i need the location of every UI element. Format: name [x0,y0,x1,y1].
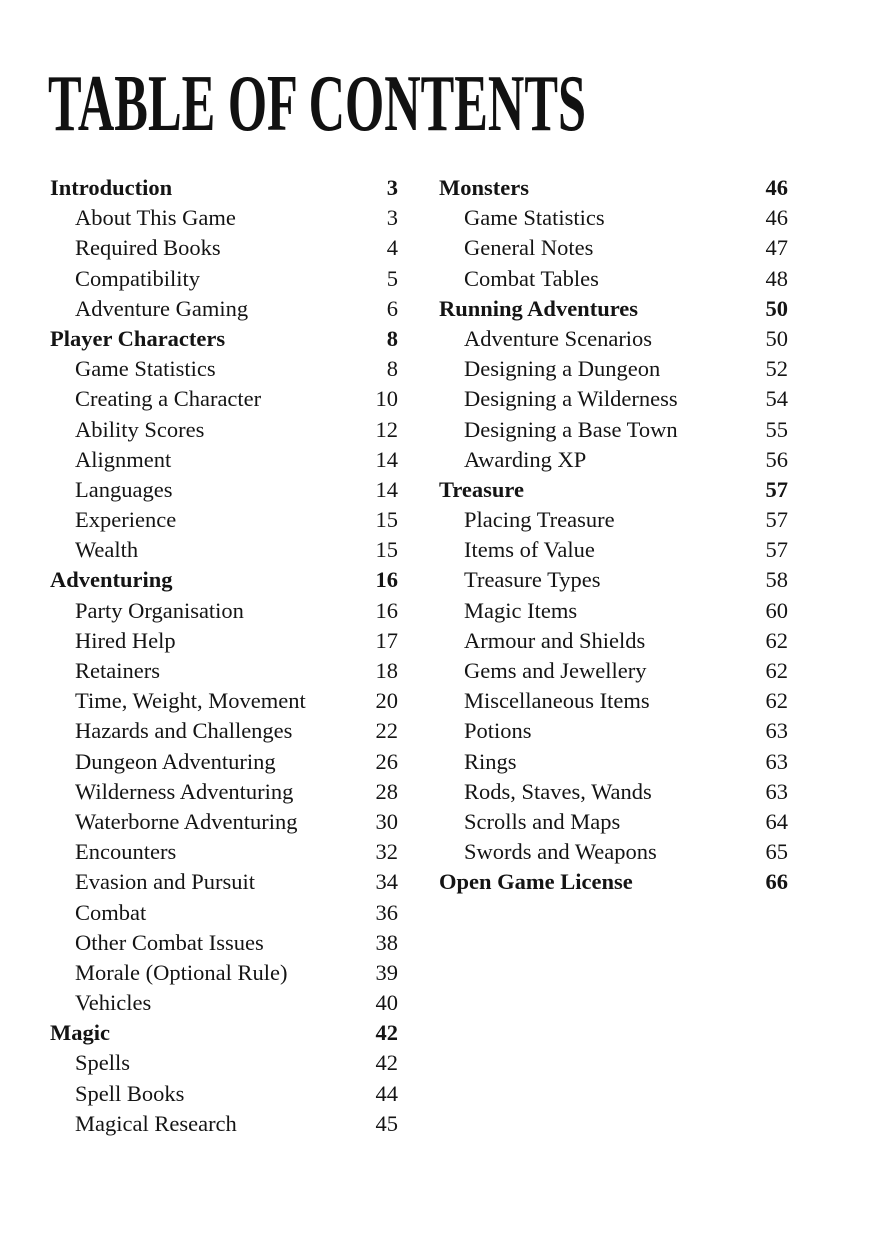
toc-entry-page-number: 60 [765,597,788,623]
toc-entry-title: Waterborne Adventuring [75,808,298,834]
toc-entry-title: Alignment [75,446,172,472]
toc-entry-title: Wilderness Adventuring [75,778,294,804]
toc-entry-title: Miscellaneous Items [464,688,650,714]
toc-entry-page-number: 52 [765,356,788,382]
toc-entry-page-number: 39 [375,959,398,985]
toc-subsection-entry [50,1079,398,1109]
toc-entry-page-number: 47 [765,235,788,261]
toc-entry-page-number: 54 [765,386,788,412]
toc-subsection-entry [50,596,398,626]
toc-entry-page-number: 57 [765,507,788,533]
toc-entry-title: Player Characters [50,325,226,351]
toc-entry-title: Armour and Shields [464,627,646,653]
toc-entry-title: Designing a Base Town [464,416,678,442]
toc-entry-page-number: 57 [765,537,788,563]
toc-entry-title: Placing Treasure [464,507,615,533]
toc-entry-page-number: 63 [765,748,788,774]
toc-entry-page-number: 22 [375,718,398,744]
toc-entry-title: Adventuring [50,567,173,593]
toc-entry-page-number: 16 [375,597,398,623]
toc-subsection-entry [50,475,398,505]
toc-entry-title: Languages [75,476,173,502]
toc-subsection-entry [50,807,398,837]
toc-subsection-entry [50,686,398,716]
toc-subsection-entry [439,384,788,414]
toc-entry-page-number: 3 [386,205,398,231]
toc-section-entry [439,173,788,203]
toc-subsection-entry [50,656,398,686]
page-title [48,58,588,148]
toc-subsection-entry [439,505,788,535]
toc-subsection-entry [50,716,398,746]
toc-entry-title: Monsters [439,175,529,200]
toc-subsection-entry [50,203,398,233]
toc-entry-page-number: 36 [375,899,398,925]
toc-subsection-entry [439,656,788,686]
toc-entry-page-number: 62 [765,658,788,683]
toc-entry-page-number: 58 [765,567,788,593]
toc-column-right [439,173,788,898]
toc-entry-page-number: 48 [765,265,788,291]
toc-section-entry [439,867,788,897]
toc-subsection-entry [50,264,398,294]
toc-subsection-entry [439,233,788,263]
toc-entry-title: Magic Items [464,597,578,623]
toc-subsection-entry [50,928,398,958]
toc-entry-page-number: 65 [765,839,788,865]
toc-subsection-entry [439,445,788,475]
toc-subsection-entry [439,565,788,595]
toc-entry-page-number: 64 [765,808,788,834]
toc-subsection-entry [439,747,788,777]
toc-entry-title: Swords and Weapons [464,839,657,865]
toc-subsection-entry [50,354,398,384]
toc-subsection-entry [50,626,398,656]
toc-subsection-entry [439,354,788,384]
toc-entry-title: Hired Help [75,627,176,653]
toc-entry-page-number: 18 [375,658,398,683]
toc-entry-page-number: 4 [386,235,398,261]
toc-entry-title: Introduction [50,175,173,200]
toc-column-left [50,173,398,1139]
toc-entry-title: Dungeon Adventuring [75,748,276,774]
toc-subsection-entry [439,415,788,445]
toc-entry-page-number: 28 [375,778,398,804]
toc-entry-title: Adventure Scenarios [464,325,653,351]
toc-entry-title: Magic [50,1020,110,1046]
toc-subsection-entry [439,535,788,565]
toc-entry-title: Morale (Optional Rule) [75,959,288,985]
toc-entry-page-number: 63 [765,778,788,804]
toc-entry-page-number: 50 [765,295,788,321]
toc-entry-title: Encounters [75,839,177,865]
toc-entry-page-number: 15 [375,507,398,533]
toc-subsection-entry [439,596,788,626]
toc-subsection-entry [50,294,398,324]
toc-section-entry [50,324,398,354]
toc-entry-title: Items of Value [464,537,595,563]
toc-subsection-entry [439,837,788,867]
toc-subsection-entry [50,747,398,777]
toc-subsection-entry [439,807,788,837]
toc-subsection-entry [50,505,398,535]
toc-subsection-entry [50,535,398,565]
toc-subsection-entry [50,384,398,414]
toc-entry-page-number: 66 [765,869,788,895]
toc-entry-title: Other Combat Issues [75,929,264,955]
toc-entry-page-number: 26 [375,748,398,774]
toc-entry-title: Rods, Staves, Wands [464,778,652,804]
toc-subsection-entry [439,716,788,746]
toc-section-entry [50,1018,398,1048]
toc-entry-page-number: 16 [375,567,398,593]
toc-entry-page-number: 14 [375,446,398,472]
toc-entry-title: Awarding XP [464,446,587,472]
toc-entry-title: Adventure Gaming [75,295,249,321]
toc-entry-title: Running Adventures [439,295,639,321]
toc-subsection-entry [50,988,398,1018]
toc-entry-page-number: 57 [765,476,788,502]
toc-entry-page-number: 8 [386,325,398,351]
toc-entry-title: Spell Books [75,1080,185,1106]
toc-section-entry [439,294,788,324]
toc-entry-page-number: 62 [765,627,788,653]
toc-entry-page-number: 38 [375,929,398,955]
toc-entry-page-number: 3 [386,175,398,200]
toc-entry-page-number: 12 [375,416,398,442]
toc-entry-title: Spells [75,1050,131,1076]
toc-subsection-entry [439,777,788,807]
toc-subsection-entry [439,626,788,656]
toc-subsection-entry [50,867,398,897]
toc-entry-title: Scrolls and Maps [464,808,621,834]
toc-entry-page-number: 5 [386,265,398,291]
toc-subsection-entry [439,686,788,716]
toc-entry-title: Designing a Dungeon [464,356,661,382]
toc-entry-title: About This Game [75,205,236,231]
toc-entry-page-number: 32 [375,839,398,865]
toc-entry-title: Combat Tables [464,265,599,291]
toc-entry-page-number: 50 [765,325,788,351]
toc-entry-page-number: 44 [375,1080,398,1106]
toc-subsection-entry [50,415,398,445]
toc-entry-page-number: 42 [375,1050,398,1076]
toc-entry-page-number: 34 [375,869,398,895]
toc-subsection-entry [439,264,788,294]
toc-entry-title: Potions [464,718,532,744]
toc-entry-page-number: 6 [386,295,398,321]
toc-entry-title: Evasion and Pursuit [75,869,255,895]
toc-entry-page-number: 46 [765,205,788,231]
toc-entry-title: Wealth [75,537,139,563]
toc-entry-page-number: 55 [765,416,788,442]
toc-subsection-entry [50,1048,398,1078]
toc-entry-page-number: 15 [375,537,398,563]
toc-entry-title: Open Game License [439,869,633,895]
toc-section-entry [439,475,788,505]
toc-subsection-entry [50,837,398,867]
toc-entry-title: Time, Weight, Movement [75,688,306,714]
toc-entry-title: Retainers [75,658,160,683]
page-title-text: Table of Contents [48,60,586,148]
toc-subsection-entry [439,203,788,233]
toc-entry-page-number: 8 [386,356,398,382]
toc-entry-title: Rings [464,748,517,774]
toc-entry-page-number: 63 [765,718,788,744]
toc-entry-title: Experience [75,507,177,533]
toc-section-entry [50,173,398,203]
toc-entry-page-number: 17 [375,627,398,653]
toc-entry-title: Party Organisation [75,597,244,623]
toc-subsection-entry [50,777,398,807]
toc-entry-page-number: 10 [375,386,398,412]
toc-entry-title: Required Books [75,235,221,261]
toc-subsection-entry [50,958,398,988]
toc-subsection-entry [439,324,788,354]
toc-subsection-entry [50,898,398,928]
toc-entry-title: Treasure [439,476,524,502]
toc-entry-title: General Notes [464,235,594,261]
toc-entry-page-number: 42 [375,1020,398,1046]
toc-entry-page-number: 30 [375,808,398,834]
toc-entry-page-number: 56 [765,446,788,472]
toc-entry-page-number: 20 [375,688,398,714]
toc-entry-page-number: 62 [765,688,788,714]
toc-entry-title: Treasure Types [464,567,601,593]
toc-entry-title: Gems and Jewellery [464,658,647,683]
toc-section-entry [50,565,398,595]
toc-entry-title: Compatibility [75,265,201,291]
toc-subsection-entry [50,445,398,475]
toc-entry-title: Magical Research [75,1110,237,1136]
toc-entry-title: Hazards and Challenges [75,718,293,744]
toc-entry-page-number: 40 [375,990,398,1016]
toc-subsection-entry [50,1109,398,1139]
toc-entry-page-number: 45 [375,1110,398,1136]
toc-entry-page-number: 14 [375,476,398,502]
toc-entry-title: Game Statistics [75,356,216,382]
toc-entry-page-number: 46 [765,175,788,200]
toc-entry-title: Combat [75,899,147,925]
toc-subsection-entry [50,233,398,263]
toc-entry-title: Designing a Wilderness [464,386,678,412]
toc-entry-title: Vehicles [75,990,152,1016]
toc-entry-title: Ability Scores [75,416,205,442]
toc-entry-title: Creating a Character [75,386,262,412]
toc-entry-title: Game Statistics [464,205,605,231]
